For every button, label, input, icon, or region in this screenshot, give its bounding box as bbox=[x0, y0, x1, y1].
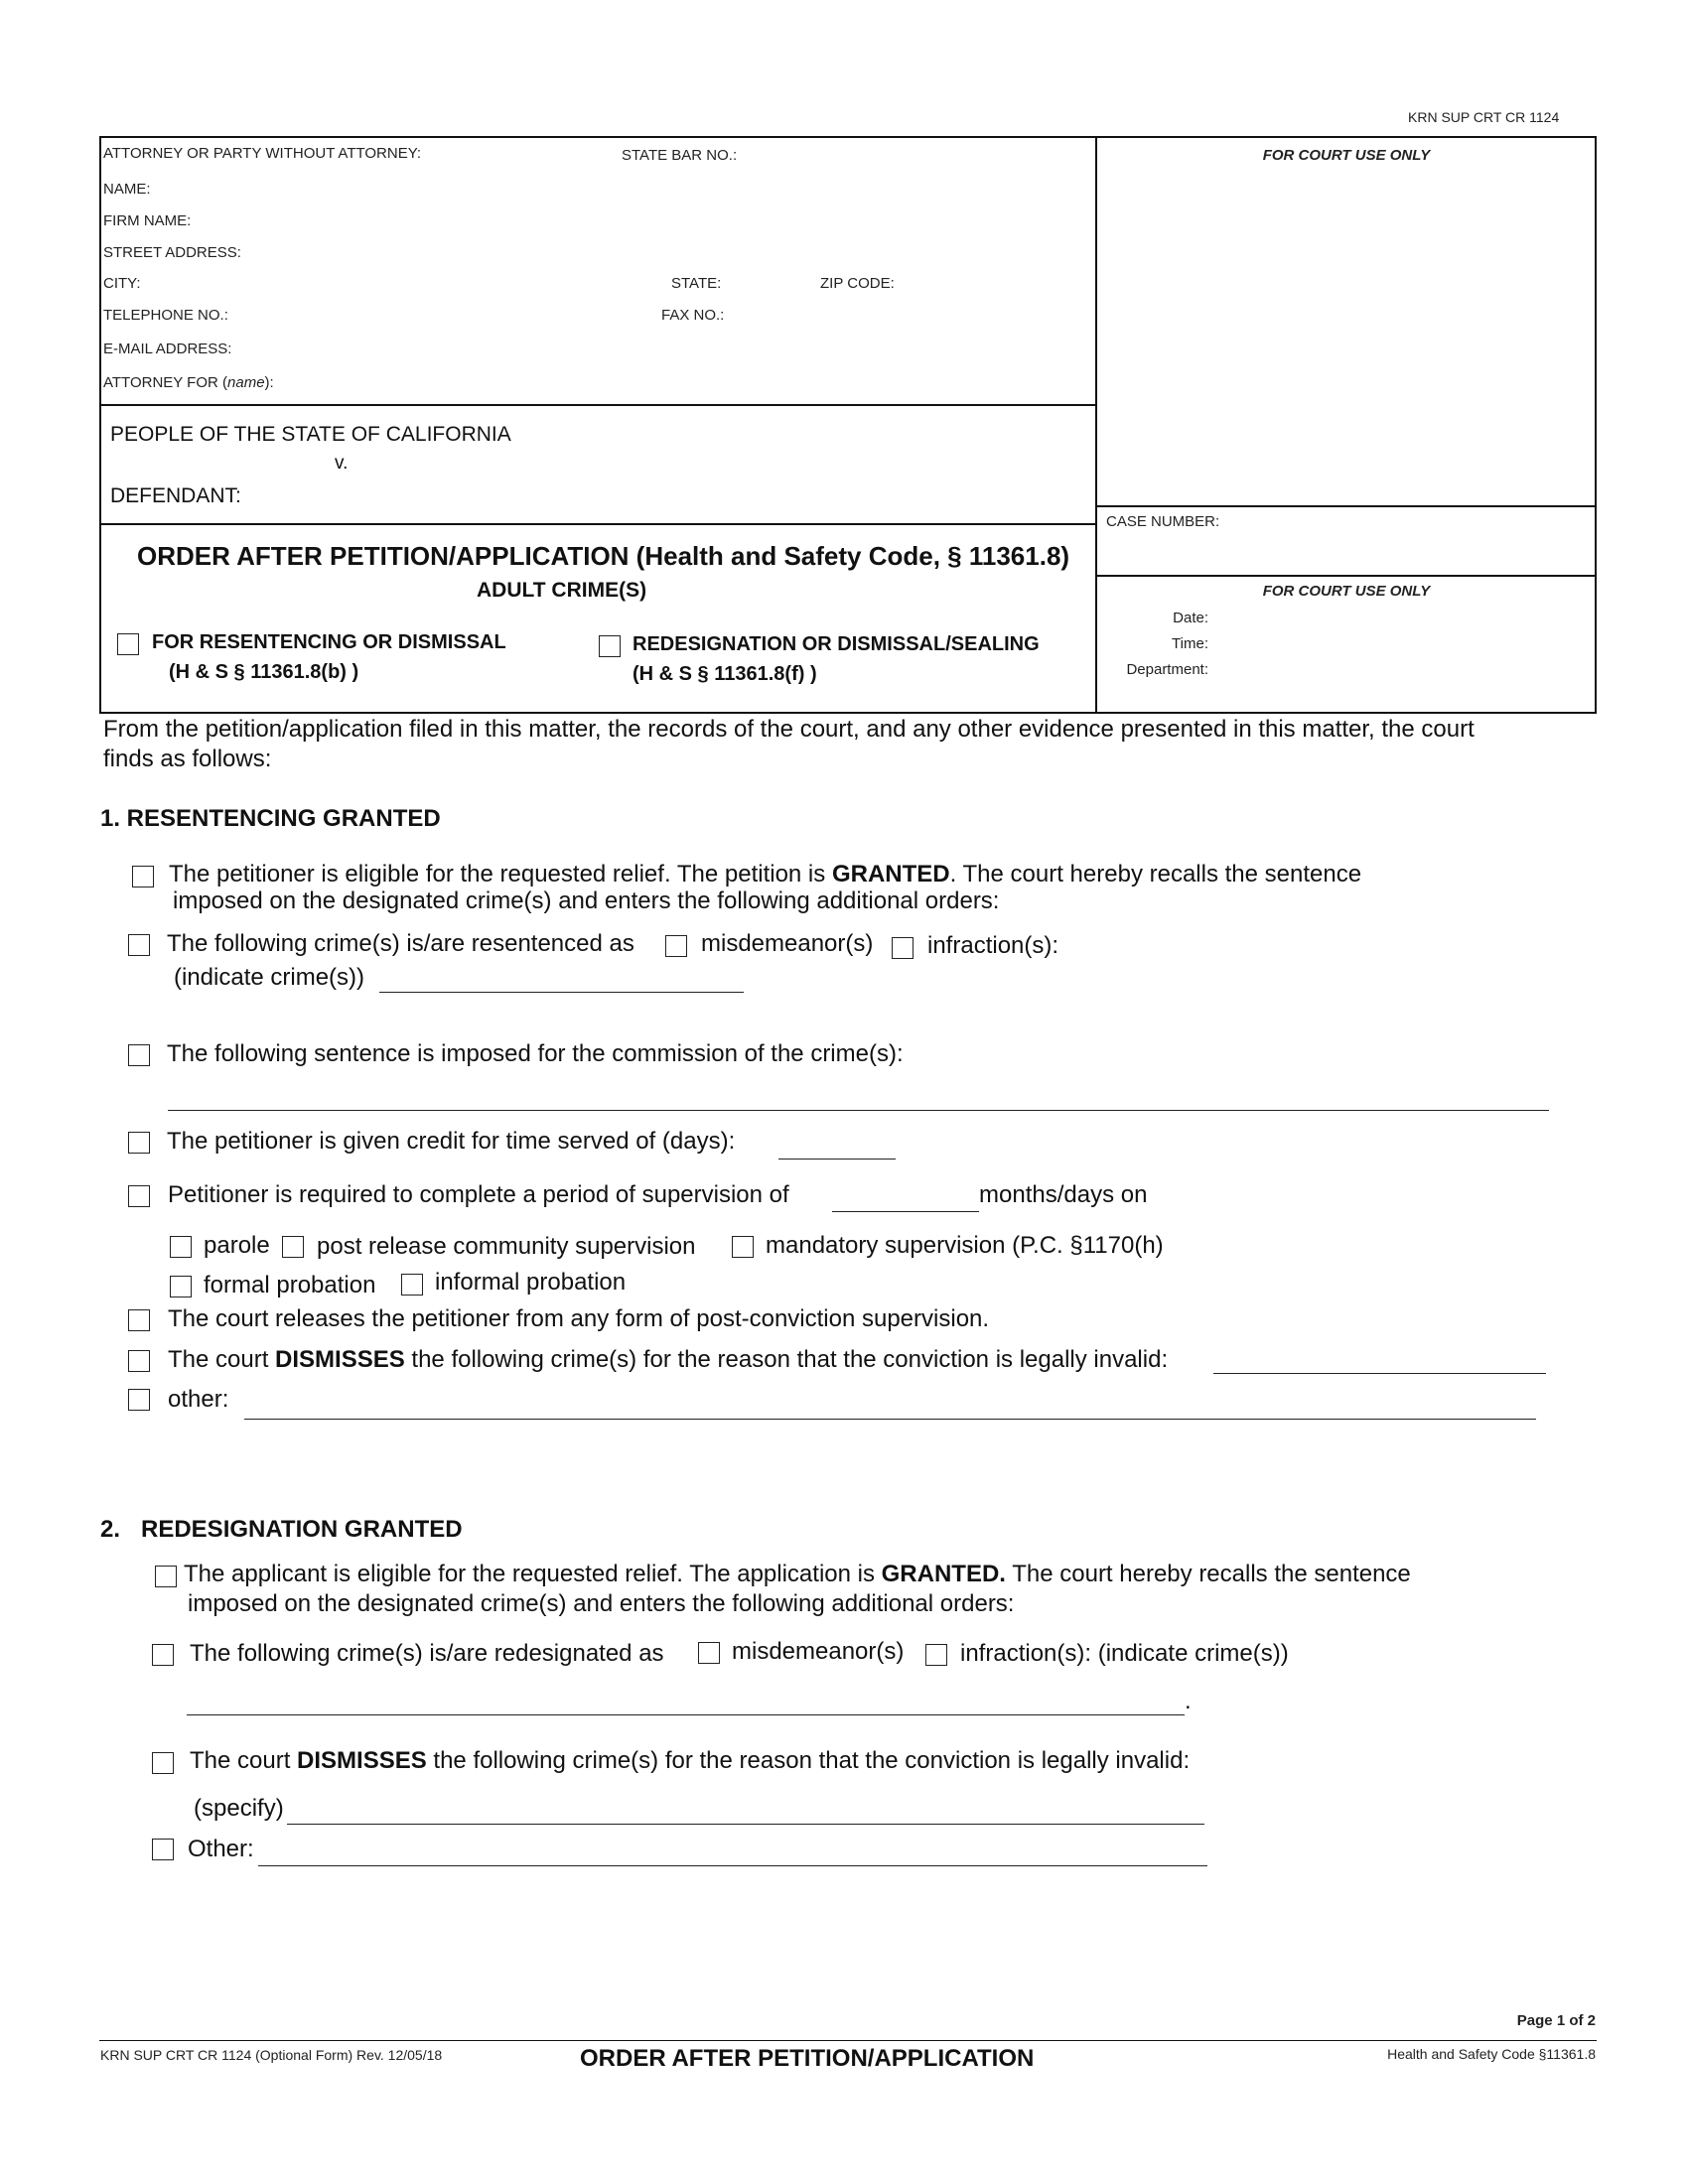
release-label: The court releases the petitioner from any form of post-conviction supervision. bbox=[168, 1305, 990, 1332]
resentenced-misdemeanor-checkbox[interactable] bbox=[665, 935, 687, 957]
dismiss-1-label: The court DISMISSES the following crime(s) for the reason that the conviction is legally invalid: bbox=[168, 1346, 1169, 1373]
other-1-label: other: bbox=[168, 1386, 229, 1413]
resentencing-option-checkbox[interactable] bbox=[117, 633, 139, 655]
state-label: STATE: bbox=[671, 275, 722, 292]
form-title: ORDER AFTER PETITION/APPLICATION (Health and Safety Code, § 11361.8) bbox=[137, 541, 1070, 571]
indicate-crimes-line[interactable] bbox=[379, 992, 744, 993]
parole-label: parole bbox=[204, 1232, 270, 1259]
mandatory-supervision-label: mandatory supervision (P.C. §1170(h) bbox=[766, 1232, 1164, 1259]
redesignated-infraction-label: infraction(s): (indicate crime(s)) bbox=[960, 1640, 1289, 1667]
sentence-imposed-label: The following sentence is imposed for the commission of the crime(s): bbox=[167, 1040, 904, 1067]
time-label: Time: bbox=[1172, 635, 1208, 652]
indicate-crimes-label: (indicate crime(s)) bbox=[174, 964, 365, 991]
formal-probation-checkbox[interactable] bbox=[170, 1276, 192, 1297]
resentenced-infraction-label: infraction(s): bbox=[927, 932, 1059, 959]
court-use-only-header: FOR COURT USE ONLY bbox=[1262, 147, 1431, 164]
intro-line-2: finds as follows: bbox=[103, 746, 272, 772]
hearing-header: FOR COURT USE ONLY bbox=[1262, 583, 1431, 600]
date-label: Date: bbox=[1173, 610, 1208, 626]
defendant-label: DEFENDANT: bbox=[110, 484, 241, 507]
resentencing-granted-text-2: imposed on the designated crime(s) and enters the following additional orders: bbox=[173, 887, 1000, 914]
email-label: E-MAIL ADDRESS: bbox=[103, 341, 232, 357]
dismiss-1-line[interactable] bbox=[1213, 1373, 1546, 1374]
redesignated-crimes-line[interactable] bbox=[187, 1714, 1185, 1715]
zip-label: ZIP CODE: bbox=[820, 275, 895, 292]
prcs-checkbox[interactable] bbox=[282, 1236, 304, 1258]
versus-label: v. bbox=[335, 453, 349, 474]
supervision-label: Petitioner is required to complete a period of supervision of bbox=[168, 1181, 789, 1208]
intro-line-1: From the petition/application filed in this matter, the records of the court, and any other evidence presented in this matter, the court bbox=[103, 716, 1475, 743]
case-number-label: CASE NUMBER: bbox=[1106, 513, 1220, 530]
footer-rule bbox=[99, 2040, 1597, 2041]
redesignated-label: The following crime(s) is/are redesignated as bbox=[190, 1640, 664, 1667]
mandatory-supervision-checkbox[interactable] bbox=[732, 1236, 754, 1258]
dismiss-2-checkbox[interactable] bbox=[152, 1752, 174, 1774]
resentencing-granted-text: The petitioner is eligible for the requested relief. The petition is GRANTED. The court hereby recalls the sentence bbox=[169, 861, 1362, 887]
parties-separator bbox=[99, 523, 1096, 525]
header-divider bbox=[1095, 136, 1097, 714]
dismiss-1-checkbox[interactable] bbox=[128, 1350, 150, 1372]
other-1-line[interactable] bbox=[244, 1419, 1536, 1420]
form-id: KRN SUP CRT CR 1124 bbox=[1408, 109, 1560, 125]
street-label: STREET ADDRESS: bbox=[103, 244, 241, 261]
attorney-for-label: ATTORNEY FOR (name): bbox=[103, 374, 274, 391]
sentence-imposed-line[interactable] bbox=[168, 1110, 1549, 1111]
resentenced-label: The following crime(s) is/are resentenced as bbox=[167, 930, 634, 957]
fax-label: FAX NO.: bbox=[661, 307, 725, 324]
redesignation-option-label: REDESIGNATION OR DISMISSAL/SEALING bbox=[633, 633, 1040, 655]
form-subtitle: ADULT CRIME(S) bbox=[477, 579, 647, 602]
supervision-checkbox[interactable] bbox=[128, 1185, 150, 1207]
redesignation-granted-checkbox[interactable] bbox=[155, 1566, 177, 1587]
supervision-unit-label: months/days on bbox=[979, 1181, 1148, 1208]
redesignation-option-code: (H & S § 11361.8(f) ) bbox=[633, 663, 817, 685]
credit-label: The petitioner is given credit for time served of (days): bbox=[167, 1128, 736, 1155]
name-label: NAME: bbox=[103, 181, 151, 198]
specify-label: (specify) bbox=[194, 1795, 284, 1822]
resentencing-option-label: FOR RESENTENCING OR DISMISSAL bbox=[152, 631, 506, 653]
people-label: PEOPLE OF THE STATE OF CALIFORNIA bbox=[110, 423, 511, 446]
other-2-line[interactable] bbox=[258, 1865, 1207, 1866]
redesignation-option-checkbox[interactable] bbox=[599, 635, 621, 657]
state-bar-label: STATE BAR NO.: bbox=[622, 147, 738, 164]
prcs-label: post release community supervision bbox=[317, 1233, 696, 1260]
attorney-separator bbox=[99, 404, 1096, 406]
attorney-header: ATTORNEY OR PARTY WITHOUT ATTORNEY: bbox=[103, 145, 422, 162]
resentenced-checkbox[interactable] bbox=[128, 934, 150, 956]
department-label: Department: bbox=[1126, 661, 1208, 678]
supervision-period-line[interactable] bbox=[832, 1211, 979, 1212]
case-number-separator bbox=[1095, 575, 1597, 577]
redesignated-period: . bbox=[1185, 1688, 1192, 1714]
other-2-checkbox[interactable] bbox=[152, 1839, 174, 1860]
other-2-label: Other: bbox=[188, 1836, 254, 1862]
formal-probation-label: formal probation bbox=[204, 1272, 376, 1298]
credit-days-line[interactable] bbox=[778, 1159, 896, 1160]
parole-checkbox[interactable] bbox=[170, 1236, 192, 1258]
redesignated-checkbox[interactable] bbox=[152, 1644, 174, 1666]
resentencing-option-code: (H & S § 11361.8(b) ) bbox=[169, 661, 359, 683]
footer-title: ORDER AFTER PETITION/APPLICATION bbox=[580, 2045, 1035, 2072]
resentencing-granted-checkbox[interactable] bbox=[132, 866, 154, 887]
redesignated-misdemeanor-label: misdemeanor(s) bbox=[732, 1638, 905, 1665]
informal-probation-checkbox[interactable] bbox=[401, 1274, 423, 1296]
informal-probation-label: informal probation bbox=[435, 1269, 627, 1296]
page-number: Page 1 of 2 bbox=[1516, 2012, 1596, 2029]
firm-label: FIRM NAME: bbox=[103, 212, 192, 229]
court-use-separator bbox=[1095, 505, 1597, 507]
section-2-heading: REDESIGNATION GRANTED bbox=[141, 1516, 463, 1543]
resentenced-misdemeanor-label: misdemeanor(s) bbox=[701, 930, 874, 957]
telephone-label: TELEPHONE NO.: bbox=[103, 307, 228, 324]
redesignated-infraction-checkbox[interactable] bbox=[925, 1644, 947, 1666]
redesignation-granted-text-2: imposed on the designated crime(s) and enters the following additional orders: bbox=[188, 1590, 1015, 1617]
section-1-heading: 1. RESENTENCING GRANTED bbox=[100, 805, 441, 832]
credit-checkbox[interactable] bbox=[128, 1132, 150, 1154]
dismiss-2-label: The court DISMISSES the following crime(s) for the reason that the conviction is legally invalid: bbox=[190, 1747, 1191, 1774]
specify-line[interactable] bbox=[287, 1824, 1204, 1825]
footer-statute: Health and Safety Code §11361.8 bbox=[1387, 2046, 1596, 2062]
sentence-imposed-checkbox[interactable] bbox=[128, 1044, 150, 1066]
section-2-number: 2. bbox=[100, 1516, 121, 1543]
resentenced-infraction-checkbox[interactable] bbox=[892, 937, 914, 959]
redesignated-misdemeanor-checkbox[interactable] bbox=[698, 1642, 720, 1664]
city-label: CITY: bbox=[103, 275, 141, 292]
release-checkbox[interactable] bbox=[128, 1309, 150, 1331]
footer-form-info: KRN SUP CRT CR 1124 (Optional Form) Rev. 12/05/18 bbox=[100, 2047, 443, 2063]
other-1-checkbox[interactable] bbox=[128, 1389, 150, 1411]
redesignation-granted-text: The applicant is eligible for the requested relief. The application is GRANTED. The court hereby recalls the sentence bbox=[184, 1561, 1411, 1587]
